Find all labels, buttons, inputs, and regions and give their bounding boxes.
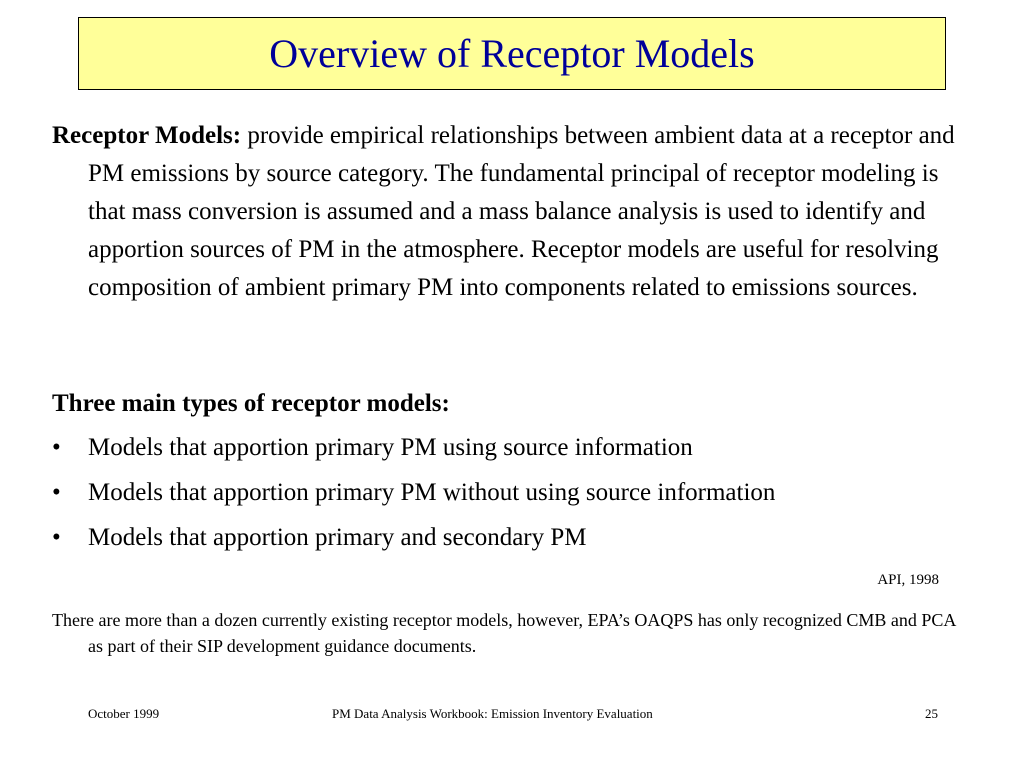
list-item bbox=[52, 519, 775, 557]
slide-title: Overview of Receptor Models bbox=[269, 30, 755, 76]
citation: API, 1998 bbox=[877, 572, 939, 588]
list-item bbox=[52, 474, 775, 512]
slide-title-box bbox=[78, 17, 946, 90]
intro-text: provide empirical relationships between ambient data at a receptor and PM emissions by source category. The fundamental principal of receptor modeling is that mass conversion is assumed and a mass balance analysis is used to identify and apportion sources of PM in the atmosphere. Receptor models are useful for resolving composition of ambient primary PM into components related to emissions sources. bbox=[88, 122, 955, 301]
footer-page-number: 25 bbox=[925, 706, 938, 721]
bullet-icon: • bbox=[52, 434, 61, 461]
types-list bbox=[52, 429, 775, 564]
list-item-text: Models that apportion primary and secondary PM bbox=[88, 524, 587, 551]
list-item bbox=[52, 429, 775, 467]
list-item-text: Models that apportion primary PM using source information bbox=[88, 434, 693, 461]
footer-title: PM Data Analysis Workbook: Emission Inventory Evaluation bbox=[332, 706, 653, 721]
intro-term: Receptor Models: bbox=[52, 122, 242, 149]
bullet-icon: • bbox=[52, 524, 61, 551]
list-item-text: Models that apportion primary PM without using source information bbox=[88, 479, 776, 506]
intro-paragraph bbox=[52, 117, 982, 307]
types-heading: Three main types of receptor models: bbox=[52, 390, 450, 417]
footer-date: October 1999 bbox=[88, 706, 160, 721]
bullet-icon: • bbox=[52, 479, 61, 506]
note-paragraph: There are more than a dozen currently existing receptor models, however, EPA’s OAQPS has only recognized CMB and PCA as part of their SIP development guidance documents. bbox=[52, 610, 956, 656]
